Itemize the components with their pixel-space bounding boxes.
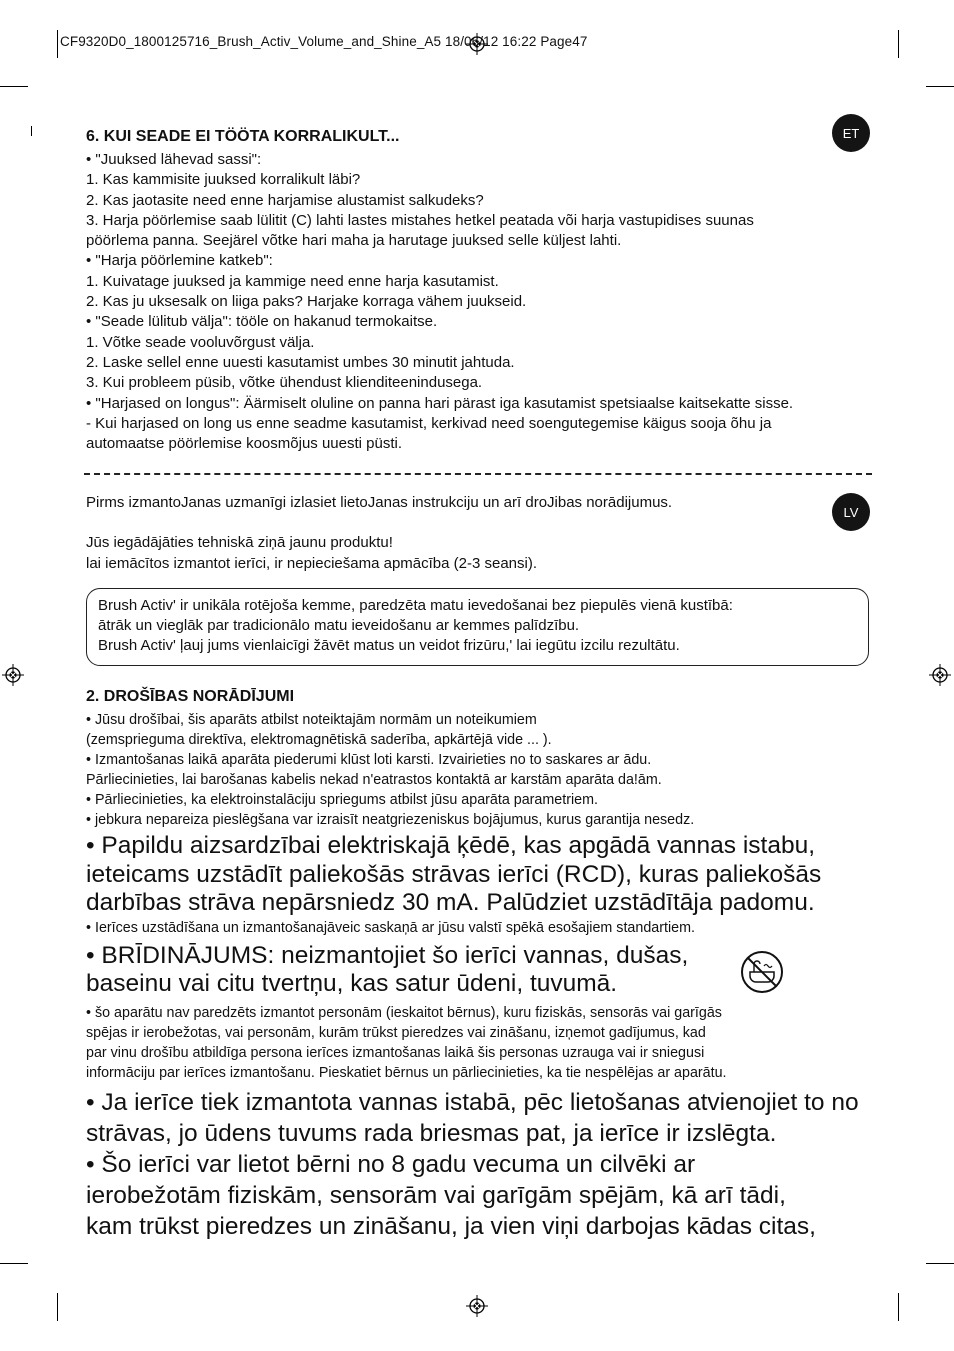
text-line: 3. Harja pöörlemise saab lülitit (C) lahti lastes mistahes hetkel peatada või harja vastupidises suunas [86,211,754,229]
no-bathtub-water-icon [740,950,784,994]
et-lines [86,150,876,454]
box-line: Brush Activ' ļauj jums vienlaicīgi žāvēt matus un veidot frizūru,' lai iegūtu izcilu rezultātu. [98,637,680,654]
text-line: 2. Kas ju uksesalk on liiga paks? Harjake korraga vähem juukseid. [86,293,527,311]
text-line: 2. Laske sellel enne uuesti kasutamist umbes 30 minutit jahtuda. [86,353,515,371]
warning-large-line: • Ja ierīce tiek izmantota vannas istabā, pēc lietošanas atvienojiet to no [86,1088,859,1116]
text-line: 1. Kuivatage juuksed ja kammige need enne harja kasutamist. [86,272,499,290]
text-line: • Ierīces uzstādīšana un izmantošanajāveic saskaņā ar jūsu valstī spēkā esošajiem standartiem. [86,919,695,936]
registration-mark-icon [466,1295,488,1317]
crop-mark [0,1263,28,1264]
language-badge-lv: LV [832,493,870,531]
text-line: automaatse pöörlemise koosmõjus uuesti püsti. [86,435,402,453]
intro-line: Pirms izmantoJanas uzmanīgi izlasiet lietoJanas instrukciju un arī droJibas norādijumus. [86,494,673,511]
text-line: • "Juuksed lähevad sassi": [86,151,262,168]
text-line: Pārliecinieties, lai barošanas kabelis nekad n'eatrastos kontaktā ar karstām aparāta da!ām. [86,772,662,788]
warning-large-line: baseinu vai citu tvertņu, kas satur ūdeni, tuvumā. [86,970,618,997]
crop-mark [926,86,954,87]
section-title: 6. KUI SEADE EI TÖÖTA KORRALIKULT... [86,128,400,145]
crop-mark [57,30,58,58]
intro-line: lai iemācītos izmantot ierīci, ir nepieciešama apmācība (2-3 seansi). [86,554,538,572]
crop-mark [57,1293,58,1321]
text-line: informāciju par ierīces izmantošanu. Pieskatiet bērnus un pārliecinieties, ka tie nespēlējas ar aparātu. [86,1064,727,1081]
warning-large-line: • Papildu aizsardzībai elektriskajā ķēdē, kas apgādā vannas istabu, [86,832,816,859]
registration-mark-icon [929,664,951,686]
text-line: • "Harjased on longus": Äärmiselt oluline on panna hari pärast iga kasutamist spetsiaalse kaitsekatte sisse. [86,394,794,412]
box-line: ātrāk un vieglāk par tradicionālo matu ieveidošanu ar kemmes palīdzību. [98,617,580,634]
text-line: (zemsprieguma direktīva, elektromagnētiskā saderība, apkārtējā vide ... ). [86,732,552,748]
crop-mark [898,30,899,58]
text-line: • "Seade lülitub välja": tööle on hakanud termokaitse. [86,313,438,331]
warning-large-line: strāvas, jo ūdens tuvums rada briesmas pat, ja ierīce ir izslēgta. [86,1119,777,1147]
text-line: 3. Kui probleem püsib, võtke ühendust klienditeenindusega. [86,374,483,392]
text-line: • "Harja pöörlemine katkeb": [86,252,273,270]
crop-mark [898,1293,899,1321]
text-line: 2. Kas jaotasite need enne harjamise alustamist salkudeks? [86,191,484,209]
warning-large-line: darbības strāva nepārsniedz 30 mA. Palūdziet uzstādītāja padomu. [86,889,815,916]
warning-large-line: ierobežotām fiziskām, sensorām vai garīgām spējām, kā arī tādi, [86,1181,786,1209]
text-line: 1. Kas kammisite juuksed korralikult läbi? [86,171,361,189]
warning-large-line: kam trūkst pieredzes un zināšanu, ja vien viņi darbojas kādas citas, [86,1212,816,1240]
text-line: - Kui harjased on long us enne seadme kasutamist, kerkivad need soengutegemise käigus sooja õhu ja [86,414,772,432]
text-line: pöörlema panna. Seejärel võtke hari maha ja harutage juuksed selle küljest lahti. [86,232,622,250]
warning-large-line: • Šo ierīci var lietot bērni no 8 gadu vecuma un cilvēki ar [86,1150,696,1178]
crop-mark [31,126,32,136]
text-line: 1. Võtke seade vooluvõrgust välja. [86,333,315,351]
section-title: 2. DROŠĪBAS NORĀDĪJUMI [86,688,295,705]
text-line: spējas ir ierobežotas, vai personām, kurām trūkst pieredzes vai zināšanu, izņemot gadījumus, kad [86,1024,706,1041]
section-divider [84,473,872,475]
warning-large-line: ieteicams uzstādīt paliekošās strāvas ierīci (RCD), kuras paliekošās [86,860,822,888]
et-troubleshooting-section [86,128,876,454]
language-badge-et: ET [832,114,870,152]
box-line: Brush Activ' ir unikāla rotējoša kemme, paredzēta matu ievedošanai bez piepulēs vienā kustībā: [98,597,733,614]
text-line: • jebkura nepareiza pieslēgšana var izraisīt neatgriezeniskus bojājumus, kurus garantija nesedz. [86,812,695,828]
product-description-box [86,588,869,666]
text-line: • Izmantošanas laikā aparāta piederumi klūst loti karsti. Izvairieties no to saskares ar ādu. [86,752,652,768]
registration-mark-icon [2,664,24,686]
text-line: • Pārliecinieties, ka elektroinstalāciju spriegums atbilst jūsu aparāta parametriem. [86,792,598,808]
warning-large-line: • BRĪDINĀJUMS: neizmantojiet šo ierīci vannas, dušas, [86,941,689,969]
print-slug: CF9320D0_1800125716_Brush_Activ_Volume_and_Shine_A5 18/06/12 16:22 Page47 [60,34,588,49]
text-line: • šo aparātu nav paredzēts izmantot personām (ieskaitot bērnus), kuru fiziskās, sensorās vai garīgās [86,1004,722,1021]
text-line: • Jūsu drošībai, šis aparāts atbilst noteiktajām normām un noteikumiem [86,712,537,728]
lv-intro [86,493,876,574]
crop-mark [0,86,28,87]
crop-mark [926,1263,954,1264]
text-line: par vinu drošību atbildīga persona ierīces izmantošanas laikā šis personas uzrauga vai ir sniegusi [86,1044,705,1061]
intro-line: Jūs iegādājāties tehniskā ziņā jaunu produktu! [86,534,393,552]
